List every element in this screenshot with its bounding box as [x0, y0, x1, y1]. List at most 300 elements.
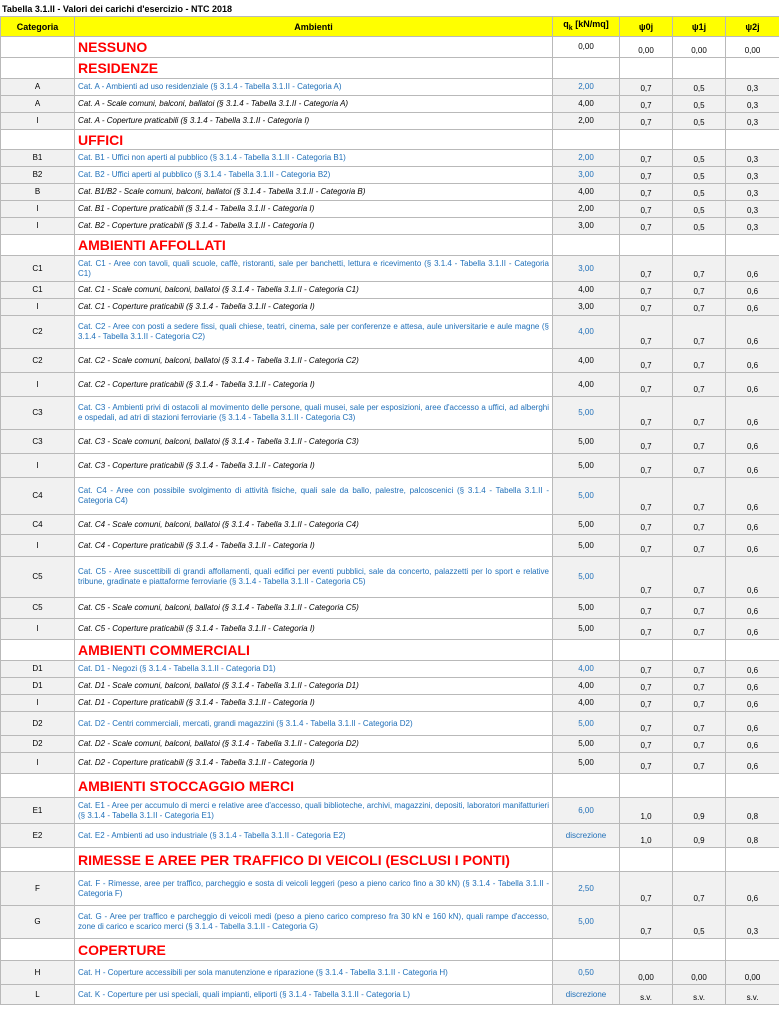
table-row [1, 454, 779, 478]
section-cat-cell [1, 235, 75, 256]
description-cell: Cat. B1/B2 - Scale comuni, balconi, ballatoi (§ 3.1.4 - Tabella 3.1.II - Categoria B) [75, 184, 553, 201]
table-row [1, 661, 779, 678]
psi2-cell: 0,6 [726, 557, 779, 598]
table-row [1, 167, 779, 184]
psi2-cell: 0,6 [726, 753, 779, 774]
header-qk [553, 17, 620, 37]
table-row [1, 113, 779, 130]
qk-cell: 5,00 [553, 712, 620, 736]
psi1-cell: 0,7 [673, 678, 726, 695]
header-qk-symbol: q [563, 19, 569, 30]
table-row [1, 753, 779, 774]
qk-cell: 4,00 [553, 349, 620, 373]
category-cell: D2 [1, 712, 75, 736]
table-row [1, 619, 779, 640]
qk-cell: 0,00 [553, 37, 620, 58]
psi1-cell [673, 640, 726, 661]
header-psi0: ψ0j [620, 17, 673, 37]
qk-cell [553, 848, 620, 872]
psi2-cell: 0,6 [726, 430, 779, 454]
category-cell: H [1, 961, 75, 985]
psi0-cell [620, 235, 673, 256]
category-cell: B [1, 184, 75, 201]
qk-cell: 5,00 [553, 619, 620, 640]
qk-cell [553, 774, 620, 798]
table-row [1, 557, 779, 598]
psi2-cell: s.v. [726, 985, 779, 1005]
psi1-cell: 0,5 [673, 184, 726, 201]
description-cell: Cat. C5 - Coperture praticabili (§ 3.1.4 - Tabella 3.1.II - Categoria I) [75, 619, 553, 640]
psi0-cell: 0,7 [620, 712, 673, 736]
qk-cell: 5,00 [553, 515, 620, 535]
table-row [1, 695, 779, 712]
description-cell: Cat. H - Coperture accessibili per sola manutenzione e riparazione (§ 3.1.4 - Tabella 3.1.II - Categoria H) [75, 961, 553, 985]
qk-cell: 3,00 [553, 256, 620, 282]
psi1-cell: 0,7 [673, 430, 726, 454]
psi0-cell: 0,7 [620, 218, 673, 235]
section-title: NESSUNO [75, 37, 553, 58]
psi1-cell: s.v. [673, 985, 726, 1005]
qk-cell: 5,00 [553, 598, 620, 619]
psi2-cell: 0,6 [726, 515, 779, 535]
table-row [1, 798, 779, 824]
qk-cell [553, 130, 620, 150]
category-cell: F [1, 872, 75, 906]
category-cell: C1 [1, 256, 75, 282]
table-row [1, 150, 779, 167]
psi0-cell: 0,7 [620, 373, 673, 397]
category-cell: I [1, 753, 75, 774]
table-row [1, 218, 779, 235]
psi1-cell: 0,7 [673, 515, 726, 535]
psi1-cell: 0,5 [673, 79, 726, 96]
psi2-cell: 0,8 [726, 824, 779, 848]
psi0-cell: 0,7 [620, 150, 673, 167]
category-cell: I [1, 373, 75, 397]
psi2-cell: 0,8 [726, 798, 779, 824]
description-cell: Cat. C3 - Coperture praticabili (§ 3.1.4 - Tabella 3.1.II - Categoria I) [75, 454, 553, 478]
qk-cell: 3,00 [553, 218, 620, 235]
psi2-cell [726, 774, 779, 798]
psi2-cell: 0,3 [726, 150, 779, 167]
qk-cell: 2,00 [553, 79, 620, 96]
description-cell: Cat. E2 - Ambienti ad uso industriale (§ 3.1.4 - Tabella 3.1.II - Categoria E2) [75, 824, 553, 848]
psi0-cell: 1,0 [620, 824, 673, 848]
qk-cell [553, 939, 620, 961]
category-cell: C2 [1, 349, 75, 373]
table-row [1, 201, 779, 218]
psi0-cell: 0,7 [620, 256, 673, 282]
category-cell: B1 [1, 150, 75, 167]
table-title: Tabella 3.1.II - Valori dei carichi d'esercizio - NTC 2018 [2, 4, 233, 14]
category-cell: L [1, 985, 75, 1005]
psi0-cell: 0,7 [620, 201, 673, 218]
psi1-cell: 0,5 [673, 150, 726, 167]
table-row [1, 299, 779, 316]
header-qk-unit: [kN/mq] [572, 19, 609, 30]
psi1-cell [673, 130, 726, 150]
qk-cell: 4,00 [553, 695, 620, 712]
psi1-cell: 0,5 [673, 167, 726, 184]
psi1-cell: 0,7 [673, 753, 726, 774]
psi1-cell: 0,7 [673, 454, 726, 478]
section-title: AMBIENTI STOCCAGGIO MERCI [75, 774, 553, 798]
qk-cell: 4,00 [553, 282, 620, 299]
qk-cell: 4,00 [553, 373, 620, 397]
psi1-cell: 0,7 [673, 736, 726, 753]
psi1-cell: 0,7 [673, 661, 726, 678]
psi1-cell: 0,00 [673, 961, 726, 985]
qk-cell: 2,50 [553, 872, 620, 906]
qk-cell: 4,00 [553, 678, 620, 695]
section-row [1, 848, 779, 872]
psi1-cell: 0,7 [673, 695, 726, 712]
description-cell: Cat. F - Rimesse, aree per traffico, parcheggio e sosta di veicoli leggeri (peso a pieno carico fino a 30 kN) (§ 3.1.4 - Tabella 3.1.II - Categoria F) [75, 872, 553, 906]
psi2-cell: 0,6 [726, 256, 779, 282]
section-title: AMBIENTI COMMERCIALI [75, 640, 553, 661]
psi2-cell: 0,6 [726, 678, 779, 695]
description-cell: Cat. D1 - Coperture praticabili (§ 3.1.4 - Tabella 3.1.II - Categoria I) [75, 695, 553, 712]
table-row [1, 712, 779, 736]
psi1-cell: 0,7 [673, 349, 726, 373]
table-row [1, 872, 779, 906]
description-cell: Cat. C1 - Scale comuni, balconi, ballatoi (§ 3.1.4 - Tabella 3.1.II - Categoria C1) [75, 282, 553, 299]
psi1-cell: 0,00 [673, 37, 726, 58]
category-cell: C1 [1, 282, 75, 299]
psi1-cell: 0,5 [673, 906, 726, 939]
table-row [1, 824, 779, 848]
table-row [1, 96, 779, 113]
description-cell: Cat. A - Coperture praticabili (§ 3.1.4 - Tabella 3.1.II - Categoria I) [75, 113, 553, 130]
description-cell: Cat. G - Aree per traffico e parcheggio di veicoli medi (peso a pieno carico compreso fra 30 kN e 160 kN), quali rampe d'accesso, zone di carico e scarico merci (§ 3.1.4 - Tabella 3.1.II - Categoria G) [75, 906, 553, 939]
table-row [1, 79, 779, 96]
table-row [1, 535, 779, 557]
qk-cell [553, 235, 620, 256]
psi2-cell [726, 939, 779, 961]
section-row [1, 235, 779, 256]
section-title: AMBIENTI AFFOLLATI [75, 235, 553, 256]
psi2-cell: 0,6 [726, 736, 779, 753]
psi0-cell: 0,7 [620, 906, 673, 939]
qk-cell: 3,00 [553, 167, 620, 184]
psi1-cell [673, 58, 726, 79]
psi2-cell: 0,6 [726, 397, 779, 430]
description-cell: Cat. C3 - Ambienti privi di ostacoli al movimento delle persone, quali musei, sale per esposizioni, aree d'accesso a uffici, ad alberghi e ospedali, ad atri di stazioni ferroviarie (§ 3.1.4 - Tabella 3.1.II - Categoria C3) [75, 397, 553, 430]
psi0-cell: 0,00 [620, 961, 673, 985]
section-title: RIMESSE E AREE PER TRAFFICO DI VEICOLI (ESCLUSI I PONTI) [75, 848, 553, 872]
description-cell: Cat. C2 - Aree con posti a sedere fissi, quali chiese, teatri, cinema, sale per conferenze e attesa, aule universitarie e aule magne (§ 3.1.4 - Tabella 3.1.II - Categoria C2) [75, 316, 553, 349]
category-cell: C5 [1, 598, 75, 619]
description-cell: Cat. A - Scale comuni, balconi, ballatoi (§ 3.1.4 - Tabella 3.1.II - Categoria A) [75, 96, 553, 113]
psi0-cell: 0,7 [620, 349, 673, 373]
category-cell: I [1, 454, 75, 478]
category-cell: I [1, 695, 75, 712]
section-row [1, 58, 779, 79]
description-cell: Cat. C4 - Coperture praticabili (§ 3.1.4 - Tabella 3.1.II - Categoria I) [75, 535, 553, 557]
psi2-cell: 0,6 [726, 316, 779, 349]
description-cell: Cat. D2 - Scale comuni, balconi, ballatoi (§ 3.1.4 - Tabella 3.1.II - Categoria D2) [75, 736, 553, 753]
description-cell: Cat. C5 - Scale comuni, balconi, ballatoi (§ 3.1.4 - Tabella 3.1.II - Categoria C5) [75, 598, 553, 619]
psi1-cell: 0,9 [673, 824, 726, 848]
psi1-cell: 0,7 [673, 478, 726, 515]
psi2-cell [726, 130, 779, 150]
description-cell: Cat. A - Ambienti ad uso residenziale (§ 3.1.4 - Tabella 3.1.II - Categoria A) [75, 79, 553, 96]
psi2-cell: 0,3 [726, 167, 779, 184]
psi0-cell [620, 130, 673, 150]
header-qk-sub: k [568, 24, 573, 32]
table-row [1, 397, 779, 430]
psi0-cell: 0,7 [620, 678, 673, 695]
psi0-cell: 0,7 [620, 661, 673, 678]
description-cell: Cat. C1 - Aree con tavoli, quali scuole, caffè, ristoranti, sale per banchetti, lettura e ricevimento (§ 3.1.4 - Tabella 3.1.II - Categoria C1) [75, 256, 553, 282]
table-row [1, 678, 779, 695]
qk-cell: 3,00 [553, 299, 620, 316]
psi1-cell: 0,5 [673, 201, 726, 218]
psi1-cell: 0,7 [673, 872, 726, 906]
psi2-cell: 0,6 [726, 535, 779, 557]
psi2-cell: 0,6 [726, 661, 779, 678]
table-row [1, 985, 779, 1005]
psi0-cell [620, 774, 673, 798]
psi1-cell: 0,7 [673, 712, 726, 736]
psi1-cell [673, 939, 726, 961]
psi2-cell: 0,3 [726, 113, 779, 130]
qk-cell: 4,00 [553, 96, 620, 113]
psi0-cell: 0,7 [620, 184, 673, 201]
description-cell: Cat. B2 - Uffici aperti al pubblico (§ 3.1.4 - Tabella 3.1.II - Categoria B2) [75, 167, 553, 184]
psi0-cell: 0,7 [620, 167, 673, 184]
psi0-cell: 1,0 [620, 798, 673, 824]
qk-cell: 5,00 [553, 753, 620, 774]
psi0-cell: 0,7 [620, 478, 673, 515]
table-row [1, 478, 779, 515]
table-body [1, 37, 779, 1005]
qk-cell: 4,00 [553, 661, 620, 678]
table-row [1, 316, 779, 349]
psi0-cell: 0,7 [620, 299, 673, 316]
header-psi1: ψ1j [673, 17, 726, 37]
qk-cell: 5,00 [553, 906, 620, 939]
psi2-cell: 0,6 [726, 282, 779, 299]
category-cell: E1 [1, 798, 75, 824]
psi2-cell [726, 848, 779, 872]
psi2-cell: 0,6 [726, 695, 779, 712]
description-cell: Cat. D2 - Coperture praticabili (§ 3.1.4 - Tabella 3.1.II - Categoria I) [75, 753, 553, 774]
qk-cell: 5,00 [553, 736, 620, 753]
psi2-cell: 0,3 [726, 79, 779, 96]
psi0-cell: s.v. [620, 985, 673, 1005]
section-cat-cell [1, 37, 75, 58]
category-cell: D1 [1, 661, 75, 678]
psi1-cell: 0,7 [673, 256, 726, 282]
psi1-cell [673, 848, 726, 872]
psi2-cell: 0,6 [726, 454, 779, 478]
category-cell: C4 [1, 515, 75, 535]
psi2-cell: 0,3 [726, 96, 779, 113]
psi0-cell: 0,7 [620, 535, 673, 557]
category-cell: I [1, 299, 75, 316]
description-cell: Cat. B2 - Coperture praticabili (§ 3.1.4 - Tabella 3.1.II - Categoria I) [75, 218, 553, 235]
psi1-cell: 0,7 [673, 397, 726, 430]
psi0-cell: 0,7 [620, 430, 673, 454]
description-cell: Cat. E1 - Aree per accumulo di merci e relative aree d'accesso, quali biblioteche, archivi, magazzini, depositi, laboratori manifatturieri (§ 3.1.4 - Tabella 3.1.II - Categoria E1) [75, 798, 553, 824]
category-cell: D1 [1, 678, 75, 695]
psi2-cell: 0,6 [726, 712, 779, 736]
psi0-cell: 0,7 [620, 598, 673, 619]
psi2-cell: 0,6 [726, 373, 779, 397]
psi2-cell [726, 235, 779, 256]
section-cat-cell [1, 774, 75, 798]
psi1-cell: 0,7 [673, 282, 726, 299]
table-row [1, 184, 779, 201]
psi1-cell: 0,7 [673, 299, 726, 316]
loads-table [0, 16, 779, 1005]
header-categoria: Categoria [1, 17, 75, 37]
qk-cell: discrezione [553, 985, 620, 1005]
section-cat-cell [1, 58, 75, 79]
qk-cell: 2,00 [553, 201, 620, 218]
category-cell: C2 [1, 316, 75, 349]
header-psi2: ψ2j [726, 17, 779, 37]
qk-cell: 5,00 [553, 454, 620, 478]
psi0-cell: 0,7 [620, 753, 673, 774]
psi1-cell: 0,7 [673, 535, 726, 557]
table-row [1, 282, 779, 299]
category-cell: C3 [1, 397, 75, 430]
category-cell: B2 [1, 167, 75, 184]
psi2-cell: 0,3 [726, 184, 779, 201]
category-cell: I [1, 113, 75, 130]
section-cat-cell [1, 130, 75, 150]
psi2-cell: 0,6 [726, 478, 779, 515]
qk-cell: 2,00 [553, 150, 620, 167]
section-title: COPERTURE [75, 939, 553, 961]
description-cell: Cat. K - Coperture per usi speciali, quali impianti, eliporti (§ 3.1.4 - Tabella 3.1.II - Categoria L) [75, 985, 553, 1005]
section-cat-cell [1, 848, 75, 872]
psi0-cell [620, 848, 673, 872]
description-cell: Cat. C4 - Scale comuni, balconi, ballatoi (§ 3.1.4 - Tabella 3.1.II - Categoria C4) [75, 515, 553, 535]
psi0-cell: 0,7 [620, 736, 673, 753]
qk-cell: 5,00 [553, 557, 620, 598]
psi0-cell: 0,7 [620, 872, 673, 906]
qk-cell: 5,00 [553, 535, 620, 557]
category-cell: G [1, 906, 75, 939]
psi1-cell: 0,7 [673, 557, 726, 598]
table-row [1, 736, 779, 753]
category-cell: C4 [1, 478, 75, 515]
psi0-cell: 0,7 [620, 515, 673, 535]
table-row [1, 598, 779, 619]
description-cell: Cat. B1 - Coperture praticabili (§ 3.1.4 - Tabella 3.1.II - Categoria I) [75, 201, 553, 218]
section-row [1, 640, 779, 661]
psi0-cell: 0,7 [620, 113, 673, 130]
category-cell: I [1, 619, 75, 640]
psi0-cell: 0,7 [620, 96, 673, 113]
table-row [1, 515, 779, 535]
psi1-cell: 0,5 [673, 113, 726, 130]
category-cell: C5 [1, 557, 75, 598]
psi1-cell [673, 235, 726, 256]
category-cell: C3 [1, 430, 75, 454]
section-row [1, 37, 779, 58]
description-cell: Cat. C3 - Scale comuni, balconi, ballatoi (§ 3.1.4 - Tabella 3.1.II - Categoria C3) [75, 430, 553, 454]
table-row [1, 373, 779, 397]
description-cell: Cat. C5 - Aree suscettibili di grandi affollamenti, quali edifici per eventi pubblici, sale da concerto, palazzetti per lo sport e relative tribune, gradinate e piattaforme ferroviarie (§ 3.1.4 - Tabella 3.1.II - Categoria C5) [75, 557, 553, 598]
psi1-cell: 0,9 [673, 798, 726, 824]
psi1-cell: 0,5 [673, 96, 726, 113]
header-row [1, 17, 779, 37]
psi0-cell: 0,7 [620, 695, 673, 712]
section-cat-cell [1, 939, 75, 961]
description-cell: Cat. D1 - Scale comuni, balconi, ballatoi (§ 3.1.4 - Tabella 3.1.II - Categoria D1) [75, 678, 553, 695]
psi2-cell: 0,6 [726, 598, 779, 619]
header-ambienti: Ambienti [75, 17, 553, 37]
description-cell: Cat. C1 - Coperture praticabili (§ 3.1.4 - Tabella 3.1.II - Categoria I) [75, 299, 553, 316]
psi2-cell: 0,3 [726, 201, 779, 218]
section-title: RESIDENZE [75, 58, 553, 79]
section-row [1, 939, 779, 961]
psi0-cell: 0,7 [620, 454, 673, 478]
psi0-cell: 0,7 [620, 397, 673, 430]
psi0-cell: 0,00 [620, 37, 673, 58]
qk-cell [553, 58, 620, 79]
psi0-cell [620, 640, 673, 661]
table-row [1, 256, 779, 282]
qk-cell: 4,00 [553, 184, 620, 201]
psi2-cell [726, 58, 779, 79]
qk-cell: 4,00 [553, 316, 620, 349]
description-cell: Cat. D1 - Negozi (§ 3.1.4 - Tabella 3.1.II - Categoria D1) [75, 661, 553, 678]
section-row [1, 774, 779, 798]
psi0-cell: 0,7 [620, 557, 673, 598]
qk-cell: 5,00 [553, 397, 620, 430]
category-cell: I [1, 201, 75, 218]
category-cell: A [1, 96, 75, 113]
psi2-cell: 0,6 [726, 299, 779, 316]
psi1-cell [673, 774, 726, 798]
psi0-cell: 0,7 [620, 282, 673, 299]
qk-cell [553, 640, 620, 661]
psi0-cell: 0,7 [620, 619, 673, 640]
section-row [1, 130, 779, 150]
psi2-cell [726, 640, 779, 661]
table-row [1, 349, 779, 373]
table-row [1, 906, 779, 939]
section-title: UFFICI [75, 130, 553, 150]
category-cell: E2 [1, 824, 75, 848]
psi2-cell: 0,6 [726, 872, 779, 906]
category-cell: I [1, 535, 75, 557]
psi2-cell: 0,6 [726, 619, 779, 640]
psi0-cell: 0,7 [620, 79, 673, 96]
psi1-cell: 0,5 [673, 218, 726, 235]
description-cell: Cat. D2 - Centri commerciali, mercati, grandi magazzini (§ 3.1.4 - Tabella 3.1.II - Categoria D2) [75, 712, 553, 736]
qk-cell: 5,00 [553, 478, 620, 515]
psi0-cell [620, 939, 673, 961]
qk-cell: 6,00 [553, 798, 620, 824]
psi2-cell: 0,3 [726, 906, 779, 939]
section-cat-cell [1, 640, 75, 661]
category-cell: A [1, 79, 75, 96]
category-cell: D2 [1, 736, 75, 753]
psi0-cell: 0,7 [620, 316, 673, 349]
psi0-cell [620, 58, 673, 79]
qk-cell: 0,50 [553, 961, 620, 985]
description-cell: Cat. C2 - Scale comuni, balconi, ballatoi (§ 3.1.4 - Tabella 3.1.II - Categoria C2) [75, 349, 553, 373]
psi2-cell: 0,00 [726, 37, 779, 58]
psi1-cell: 0,7 [673, 619, 726, 640]
qk-cell: discrezione [553, 824, 620, 848]
